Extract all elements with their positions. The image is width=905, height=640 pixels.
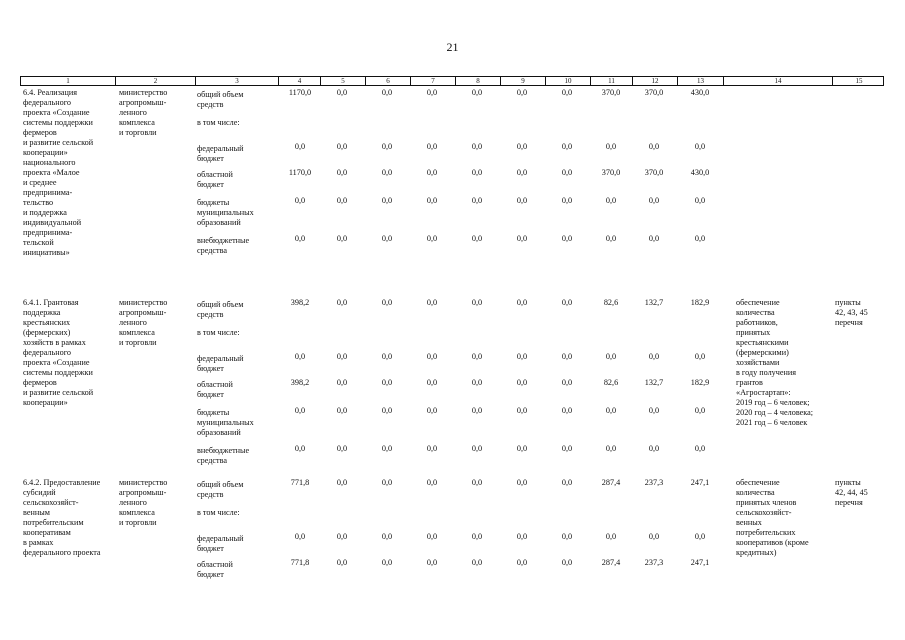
measure-name-line: кооперативам (23, 528, 71, 537)
list-points (835, 298, 884, 328)
funding-source-line: бюджет (197, 390, 224, 399)
column-number-3: 3 (196, 77, 279, 85)
funding-source-line: в том числе: (197, 118, 240, 127)
funding-source (197, 534, 269, 554)
amount-cell: 287,4 (601, 558, 621, 567)
measure-name (23, 478, 115, 558)
amount-cell: 0,0 (561, 558, 573, 567)
amount-cell: 0,0 (605, 444, 617, 453)
amount-cell: 0,0 (426, 532, 438, 541)
amount-cell: 0,0 (694, 142, 706, 151)
result-indicator (736, 478, 836, 558)
measure-name-line: 6.4. Реализация (23, 88, 78, 97)
amount-cell: 430,0 (690, 88, 710, 97)
amount-cell: 0,0 (471, 558, 483, 567)
result-indicator-line: в году получения (736, 368, 797, 377)
measure-name (23, 298, 115, 408)
amount-cell: 0,0 (561, 234, 573, 243)
amount-cell: 0,0 (381, 196, 393, 205)
result-indicator-line: принятых членов (736, 498, 797, 507)
measure-name-line: тельство (23, 198, 54, 207)
amount-cell: 0,0 (471, 378, 483, 387)
amount-cell: 0,0 (648, 352, 660, 361)
amount-cell: 0,0 (561, 378, 573, 387)
funding-source (197, 446, 269, 466)
column-number-6: 6 (366, 77, 411, 85)
result-indicator-line: принятых (736, 328, 771, 337)
executor-line: и торговли (119, 338, 157, 347)
amount-cell: 0,0 (294, 444, 306, 453)
list-points-line: перечня (835, 498, 863, 507)
funding-source (197, 144, 269, 164)
amount-cell: 0,0 (516, 298, 528, 307)
amount-cell: 0,0 (561, 532, 573, 541)
funding-source (197, 118, 269, 128)
funding-source-line: средства (197, 456, 228, 465)
column-number-13: 13 (678, 77, 724, 85)
amount-cell: 0,0 (516, 444, 528, 453)
executor-line: и торговли (119, 128, 157, 137)
amount-cell: 0,0 (516, 352, 528, 361)
amount-cell: 0,0 (336, 298, 348, 307)
funding-source-line: образований (197, 218, 241, 227)
executor-line: комплекса (119, 508, 155, 517)
amount-cell: 0,0 (561, 444, 573, 453)
result-indicator-line: обеспечение (736, 298, 780, 307)
amount-cell: 0,0 (336, 88, 348, 97)
funding-source (197, 408, 269, 438)
amount-cell: 0,0 (471, 352, 483, 361)
amount-cell: 0,0 (426, 478, 438, 487)
funding-source (197, 236, 269, 256)
measure-name-line: в рамках (23, 538, 54, 547)
funding-source-line: муниципальных (197, 418, 254, 427)
amount-cell: 0,0 (381, 234, 393, 243)
amount-cell: 0,0 (426, 298, 438, 307)
amount-cell: 0,0 (471, 532, 483, 541)
funding-source-line: образований (197, 428, 241, 437)
result-indicator (736, 298, 836, 428)
amount-cell: 370,0 (644, 168, 664, 177)
result-indicator-line: сельскохозяйст- (736, 508, 792, 517)
column-number-14: 14 (724, 77, 833, 85)
amount-cell: 0,0 (381, 142, 393, 151)
funding-source-line: бюджет (197, 544, 224, 553)
amount-cell: 771,8 (290, 478, 310, 487)
amount-cell: 0,0 (336, 406, 348, 415)
amount-cell: 0,0 (516, 532, 528, 541)
amount-cell: 0,0 (561, 196, 573, 205)
executor-line: агропромыш- (119, 488, 167, 497)
measure-name-line: фермеров (23, 378, 57, 387)
funding-source-line: областной (197, 170, 233, 179)
measure-name-line: и развитие сельской (23, 388, 94, 397)
amount-cell: 0,0 (426, 168, 438, 177)
executor (119, 298, 195, 348)
column-number-4: 4 (279, 77, 321, 85)
amount-cell: 237,3 (644, 558, 664, 567)
measure-name-line: крестьянских (23, 318, 71, 327)
funding-source-line: в том числе: (197, 508, 240, 517)
amount-cell: 0,0 (471, 196, 483, 205)
measure-name-line: инициативы» (23, 248, 70, 257)
amount-cell: 0,0 (426, 196, 438, 205)
column-number-7: 7 (411, 77, 456, 85)
amount-cell: 0,0 (336, 234, 348, 243)
amount-cell: 0,0 (381, 532, 393, 541)
measure-name-line: проекта «Создание (23, 358, 90, 367)
funding-source-line: федеральный (197, 534, 244, 543)
measure-name-line: фермеров (23, 128, 57, 137)
measure-name-line: федерального (23, 348, 71, 357)
amount-cell: 0,0 (381, 88, 393, 97)
column-number-header (20, 76, 884, 86)
result-indicator-line: «Агростартап»: (736, 388, 791, 397)
list-points (835, 478, 884, 508)
amount-cell: 0,0 (694, 196, 706, 205)
executor-line: министерство (119, 298, 168, 307)
amount-cell: 398,2 (290, 298, 310, 307)
amount-cell: 0,0 (471, 298, 483, 307)
amount-cell: 0,0 (294, 532, 306, 541)
result-indicator-line: потребительских (736, 528, 796, 537)
funding-source-line: федеральный (197, 144, 244, 153)
list-points-line: перечня (835, 318, 863, 327)
amount-cell: 0,0 (471, 234, 483, 243)
measure-name-line: проекта «Малое (23, 168, 80, 177)
result-indicator-line: хозяйствами (736, 358, 780, 367)
amount-cell: 0,0 (516, 142, 528, 151)
measure-name-line: (фермерских) (23, 328, 71, 337)
amount-cell: 247,1 (690, 558, 710, 567)
amount-cell: 0,0 (294, 196, 306, 205)
amount-cell: 398,2 (290, 378, 310, 387)
executor-line: агропромыш- (119, 308, 167, 317)
amount-cell: 0,0 (516, 406, 528, 415)
result-indicator-line: 2020 год – 4 человека; (736, 408, 814, 417)
amount-cell: 0,0 (648, 196, 660, 205)
amount-cell: 0,0 (336, 352, 348, 361)
funding-source-line: бюджет (197, 154, 224, 163)
amount-cell: 0,0 (381, 298, 393, 307)
amount-cell: 0,0 (471, 406, 483, 415)
amount-cell: 0,0 (605, 406, 617, 415)
amount-cell: 370,0 (601, 88, 621, 97)
result-indicator-line: обеспечение (736, 478, 780, 487)
measure-name-line: кооперации» (23, 148, 68, 157)
funding-source-line: муниципальных (197, 208, 254, 217)
funding-source-line: средства (197, 246, 228, 255)
measure-name-line: кооперации» (23, 398, 68, 407)
amount-cell: 1170,0 (288, 168, 312, 177)
funding-source (197, 508, 269, 518)
amount-cell: 0,0 (294, 352, 306, 361)
amount-cell: 0,0 (694, 234, 706, 243)
funding-source (197, 560, 269, 580)
executor (119, 88, 195, 138)
amount-cell: 0,0 (336, 142, 348, 151)
amount-cell: 237,3 (644, 478, 664, 487)
amount-cell: 132,7 (644, 378, 664, 387)
amount-cell: 0,0 (426, 444, 438, 453)
funding-source-line: бюджет (197, 570, 224, 579)
executor (119, 478, 195, 528)
amount-cell: 247,1 (690, 478, 710, 487)
measure-name-line: хозяйств в рамках (23, 338, 86, 347)
measure-name-line: системы поддержки (23, 368, 93, 377)
column-number-10: 10 (546, 77, 591, 85)
amount-cell: 0,0 (648, 532, 660, 541)
amount-cell: 182,9 (690, 378, 710, 387)
amount-cell: 182,9 (690, 298, 710, 307)
list-points-line: 42, 43, 45 (835, 308, 868, 317)
column-number-9: 9 (501, 77, 546, 85)
page-number: 21 (446, 40, 459, 54)
amount-cell: 0,0 (336, 558, 348, 567)
funding-source (197, 300, 269, 320)
amount-cell: 0,0 (426, 558, 438, 567)
measure-name-line: 6.4.2. Предоставление (23, 478, 101, 487)
amount-cell: 430,0 (690, 168, 710, 177)
budget-table (20, 76, 884, 579)
amount-cell: 0,0 (426, 142, 438, 151)
funding-source (197, 198, 269, 228)
measure-name-line: тельской (23, 238, 54, 247)
funding-source-line: средств (197, 100, 224, 109)
measure-name-line: федерального (23, 98, 71, 107)
amount-cell: 132,7 (644, 298, 664, 307)
amount-cell: 1170,0 (288, 88, 312, 97)
funding-source-line: бюджет (197, 180, 224, 189)
amount-cell: 0,0 (516, 558, 528, 567)
amount-cell: 0,0 (648, 142, 660, 151)
funding-source (197, 328, 269, 338)
measure-name-line: и поддержка (23, 208, 67, 217)
measure-name-line: федерального проекта (23, 548, 101, 557)
funding-source (197, 480, 269, 500)
funding-source (197, 90, 269, 110)
result-indicator-line: количества (736, 308, 775, 317)
column-number-12: 12 (633, 77, 678, 85)
funding-source-line: общий объем (197, 90, 244, 99)
result-indicator-line: 2019 год – 6 человек; (736, 398, 810, 407)
amount-cell: 0,0 (648, 406, 660, 415)
amount-cell: 287,4 (601, 478, 621, 487)
result-indicator-line: венных (736, 518, 762, 527)
funding-source-line: бюджеты (197, 198, 230, 207)
measure-name-line: индивидуальной (23, 218, 82, 227)
amount-cell: 0,0 (381, 406, 393, 415)
result-indicator-line: количества (736, 488, 775, 497)
result-indicator-line: кооперативов (кроме (736, 538, 809, 547)
amount-cell: 0,0 (694, 406, 706, 415)
amount-cell: 0,0 (516, 88, 528, 97)
amount-cell: 370,0 (601, 168, 621, 177)
amount-cell: 0,0 (516, 378, 528, 387)
executor-line: комплекса (119, 328, 155, 337)
column-number-15: 15 (855, 77, 863, 85)
amount-cell: 0,0 (605, 352, 617, 361)
amount-cell: 0,0 (336, 168, 348, 177)
measure-name-line: потребительским (23, 518, 84, 527)
amount-cell: 0,0 (336, 532, 348, 541)
amount-cell: 370,0 (644, 88, 664, 97)
funding-source (197, 354, 269, 374)
amount-cell: 0,0 (426, 88, 438, 97)
amount-cell: 0,0 (336, 478, 348, 487)
measure-name-line: поддержка (23, 308, 61, 317)
amount-cell: 0,0 (561, 352, 573, 361)
executor-line: министерство (119, 478, 168, 487)
executor-line: ленного (119, 318, 147, 327)
funding-source-line: в том числе: (197, 328, 240, 337)
funding-source-line: средств (197, 310, 224, 319)
funding-source-line: областной (197, 560, 233, 569)
list-points-line: пункты (835, 298, 861, 307)
result-indicator-line: крестьянскими (736, 338, 789, 347)
amount-cell: 0,0 (516, 196, 528, 205)
funding-source-line: общий объем (197, 300, 244, 309)
measure-name (23, 88, 115, 258)
result-indicator-line: грантов (736, 378, 763, 387)
amount-cell: 0,0 (381, 444, 393, 453)
amount-cell: 0,0 (605, 532, 617, 541)
amount-cell: 0,0 (694, 532, 706, 541)
measure-name-line: системы поддержки (23, 118, 93, 127)
amount-cell: 0,0 (381, 558, 393, 567)
amount-cell: 82,6 (603, 378, 619, 387)
amount-cell: 0,0 (516, 478, 528, 487)
result-indicator-line: кредитных) (736, 548, 777, 557)
amount-cell: 0,0 (471, 88, 483, 97)
amount-cell: 0,0 (648, 234, 660, 243)
amount-cell: 0,0 (605, 196, 617, 205)
result-indicator-line: (фермерскими) (736, 348, 789, 357)
executor-line: министерство (119, 88, 168, 97)
measure-name-line: сельскохозяйст- (23, 498, 79, 507)
amount-cell: 771,8 (290, 558, 310, 567)
amount-cell: 0,0 (426, 406, 438, 415)
amount-cell: 0,0 (605, 234, 617, 243)
amount-cell: 0,0 (561, 142, 573, 151)
measure-name-line: проекта «Создание (23, 108, 90, 117)
column-number-11: 11 (591, 77, 633, 85)
result-indicator-line: 2021 год – 6 человек (736, 418, 808, 427)
amount-cell: 0,0 (561, 298, 573, 307)
column-number-2: 2 (116, 77, 196, 85)
amount-cell: 0,0 (336, 444, 348, 453)
amount-cell: 0,0 (381, 352, 393, 361)
amount-cell: 0,0 (471, 168, 483, 177)
amount-cell: 0,0 (294, 142, 306, 151)
amount-cell: 0,0 (381, 478, 393, 487)
funding-source-line: средств (197, 490, 224, 499)
funding-source-line: областной (197, 380, 233, 389)
amount-cell: 0,0 (561, 478, 573, 487)
amount-cell: 0,0 (694, 444, 706, 453)
amount-cell: 0,0 (471, 142, 483, 151)
amount-cell: 0,0 (426, 234, 438, 243)
measure-name-line: 6.4.1. Грантовая (23, 298, 79, 307)
amount-cell: 0,0 (516, 168, 528, 177)
measure-name-line: предпринима- (23, 188, 73, 197)
amount-cell: 0,0 (336, 378, 348, 387)
funding-source-line: общий объем (197, 480, 244, 489)
measure-name-line: венным (23, 508, 50, 517)
measure-name-line: национального (23, 158, 76, 167)
column-number-8: 8 (456, 77, 501, 85)
executor-line: ленного (119, 108, 147, 117)
amount-cell: 0,0 (516, 234, 528, 243)
amount-cell: 0,0 (336, 196, 348, 205)
executor-line: агропромыш- (119, 98, 167, 107)
amount-cell: 0,0 (381, 168, 393, 177)
list-points-line: 42, 44, 45 (835, 488, 868, 497)
measure-name-line: и среднее (23, 178, 57, 187)
amount-cell: 0,0 (605, 142, 617, 151)
list-points-line: пункты (835, 478, 861, 487)
executor-line: комплекса (119, 118, 155, 127)
measure-name-line: предпринима- (23, 228, 73, 237)
funding-source-line: бюджет (197, 364, 224, 373)
executor-line: ленного (119, 498, 147, 507)
amount-cell: 0,0 (648, 444, 660, 453)
measure-name-line: субсидий (23, 488, 56, 497)
amount-cell: 0,0 (426, 378, 438, 387)
amount-cell: 0,0 (694, 352, 706, 361)
amount-cell: 0,0 (471, 478, 483, 487)
funding-source-line: внебюджетные (197, 446, 250, 455)
amount-cell: 0,0 (294, 406, 306, 415)
column-number-5: 5 (321, 77, 366, 85)
funding-source (197, 380, 269, 400)
amount-cell: 0,0 (561, 88, 573, 97)
funding-source-line: федеральный (197, 354, 244, 363)
funding-source-line: внебюджетные (197, 236, 250, 245)
funding-source (197, 170, 269, 190)
amount-cell: 0,0 (294, 234, 306, 243)
measure-name-line: и развитие сельской (23, 138, 94, 147)
amount-cell: 0,0 (381, 378, 393, 387)
result-indicator-line: работников, (736, 318, 778, 327)
amount-cell: 0,0 (471, 444, 483, 453)
amount-cell: 82,6 (603, 298, 619, 307)
amount-cell: 0,0 (561, 168, 573, 177)
executor-line: и торговли (119, 518, 157, 527)
amount-cell: 0,0 (426, 352, 438, 361)
amount-cell: 0,0 (561, 406, 573, 415)
column-number-1: 1 (21, 77, 116, 85)
funding-source-line: бюджеты (197, 408, 230, 417)
